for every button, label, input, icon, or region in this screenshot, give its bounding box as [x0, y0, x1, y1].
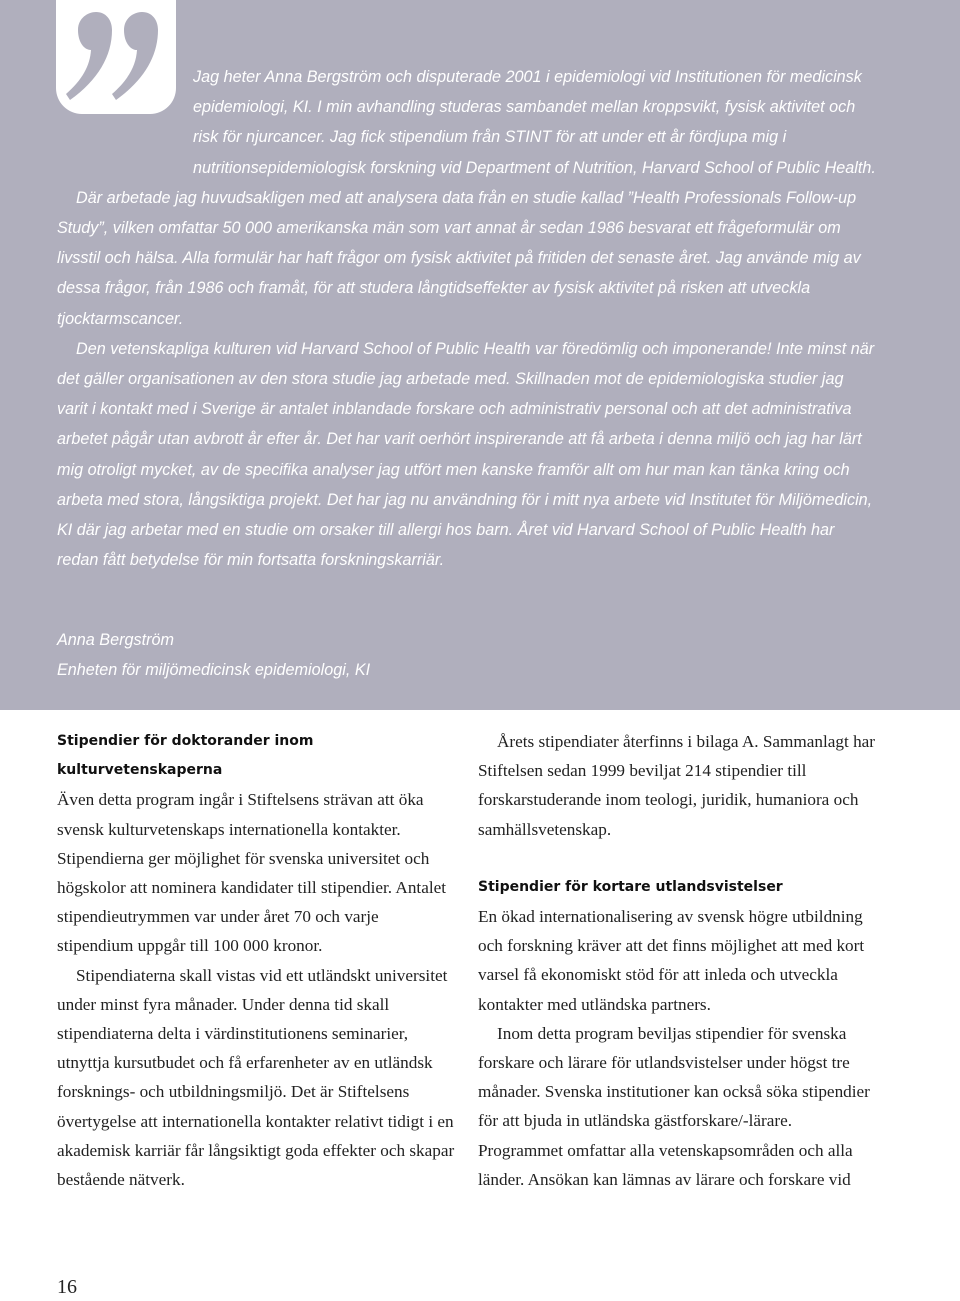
section-heading-doctoral: Stipendier för doktorander inom kulturvetenskaperna: [57, 733, 314, 779]
testimonial-paragraph-3: Den vetenskapliga kulturen vid Harvard School of Public Health var föredömlig och imponerande! Inte minst när det gäller organisationen av den stora studie jag arbetade med. Skillnaden mot de epidemiologiska studier jag varit i kontakt med i Sverige är antalet inblandade forskare och administrativ personal och att det administrativa arbetet pågår utan avbrott år efter år. Det har varit oerhört inspirerande att få arbeta i denna miljö och jag har lärt mig otroligt mycket, av de specifika analyser jag utfört men kanske framför allt om hur man kan tänka kring och arbeta med stora, långsiktiga projekt. Det har jag nu användning för i mitt nya arbete vid Institutet för Miljömedicin, KI där jag arbetar med en studie om orsaker till allergi hos barn. Året vid Harvard School of Public Health har redan fått betydelse för min fortsatta forskningskarriär.: [57, 339, 875, 570]
left-paragraph-1: Även detta program ingår i Stiftelsens strävan att öka svensk kulturvetenskaps internationella kontakter. Stipendierna ger möjlighet för svenska universitet och högskolor att nominera kandidater till stipendier. Antalet stipendieutrymmen var under året 70 och varje stipendium uppgår till 100 000 kronor.: [57, 790, 447, 956]
testimonial-paragraph-2: Där arbetade jag huvudsakligen med att analysera data från en studie kallad ”Health Professionals Follow-up Study”, vilken omfattar 50 000 amerikanska män som vart annat år sedan 1986 besvarat ett frågeformulär om livsstil och hälsa. Alla formulär har haft frågor om fysisk aktivitet på fritiden det senaste året. Jag använde mig av dessa frågor, från 1986 och framåt, för att studera långtidseffekter av fysisk aktivitet på risken att utveckla tjocktarmscancer.: [57, 188, 861, 328]
testimonial-paragraph-1: [57, 62, 877, 183]
section-heading-short-visits: Stipendier för kortare utlandsvistelser: [478, 878, 783, 895]
testimonial-signature: [57, 625, 370, 685]
right-paragraph-2: En ökad internationalisering av svensk högre utbildning och forskning kräver att det finns möjlighet att med kort varsel få ekonomiskt stöd för att inleda och utveckla kontakter med utländska partners.: [478, 907, 865, 1014]
testimonial-paragraph-1-text: Jag heter Anna Bergström och disputerade 2001 i epidemiologi vid Institutionen för medicinsk epidemiologi, KI. I min avhandling studeras sambandet mellan kroppsvikt, fysisk aktivitet och risk för njurcancer. Jag fick stipendium från STINT för att under ett år fördjupa mig i nutritionsepidemiologisk forskning vid Department of Nutrition, Harvard School of Public Health.: [193, 68, 876, 177]
author-name: Anna Bergström: [57, 631, 174, 649]
left-column: [57, 727, 457, 1194]
right-paragraph-1: Årets stipendiater återfinns i bilaga A. Sammanlagt har Stiftelsen sedan 1999 beviljat 214 stipendier till forskarstuderande inom teologi, juridik, humaniora och samhällsvetenskap.: [478, 732, 876, 839]
right-paragraph-3: Inom detta program beviljas stipendier för svenska forskare och lärare för utlandsvistelser under högst tre månader. Svenska institutioner kan också söka stipendier för att bjuda in utländska gästforskare/-lärare. Programmet omfattar alla vetenskapsområden och alla länder. Ansökan kan lämnas av lärare och forskare vid: [478, 1023, 870, 1189]
right-column: [478, 727, 878, 1194]
page-number: 16: [57, 1276, 77, 1298]
testimonial-text: [57, 62, 877, 575]
left-paragraph-2: Stipendiaterna skall vistas vid ett utländskt universitet under minst fyra månader. Under denna tid skall stipendiaterna delta i värdinstitutionens seminarier, utnyttja kursutbudet och få erfarenheter av en utländsk forsknings- och utbildningsmiljö. Det är Stiftelsens övertygelse att internationella kontakter relativt tidigt i en akademisk karriär får långsiktigt goda effekter och skapar bestående nätverk.: [57, 965, 455, 1190]
author-affiliation: Enheten för miljömedicinsk epidemiologi, KI: [57, 661, 371, 679]
